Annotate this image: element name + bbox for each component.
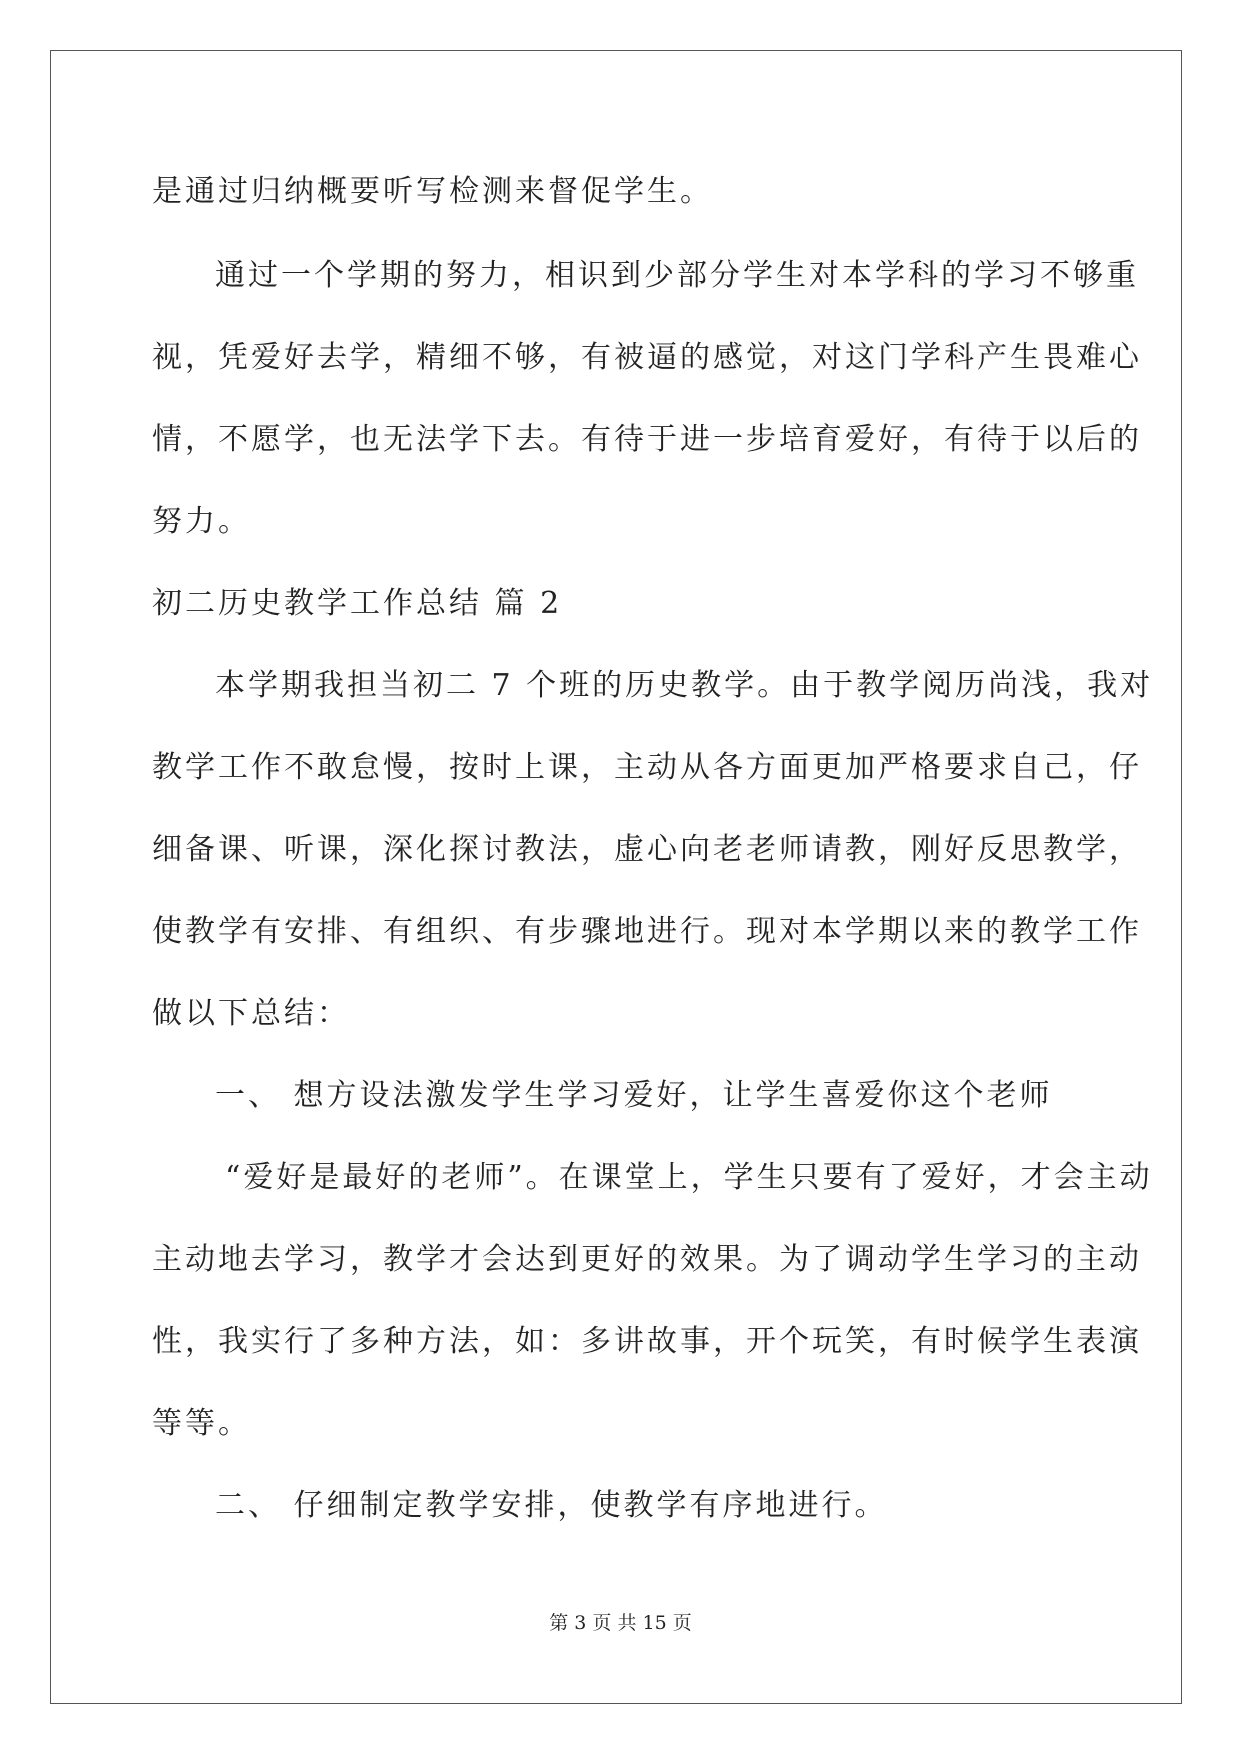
page-number-footer: 第 3 页 共 15 页 <box>549 1612 692 1634</box>
paragraph-line: 使教学有安排、有组织、有步骤地进行。现对本学期以来的教学工作 <box>152 914 1142 949</box>
paragraph-line: 性，我实行了多种方法，如：多讲故事，开个玩笑，有时候学生表演 <box>152 1324 1142 1359</box>
page-border <box>50 50 1182 1704</box>
section-heading: 初二历史教学工作总结 篇 2 <box>152 586 563 621</box>
paragraph-line: 教学工作不敢怠慢，按时上课，主动从各方面更加严格要求自己，仔 <box>152 750 1142 785</box>
paragraph-line: 努力。 <box>152 504 251 539</box>
paragraph-line: 等等。 <box>152 1406 251 1441</box>
paragraph-line: 通过一个学期的努力，相识到少部分学生对本学科的学习不够重 <box>215 258 1139 293</box>
list-heading: 一、 想方设法激发学生学习爱好，让学生喜爱你这个老师 <box>215 1078 1053 1113</box>
paragraph-line: 做以下总结： <box>152 996 350 1031</box>
paragraph-line: 主动地去学习，教学才会达到更好的效果。为了调动学生学习的主动 <box>152 1242 1142 1277</box>
paragraph-line: 是通过归纳概要听写检测来督促学生。 <box>152 174 713 209</box>
paragraph-line: 情，不愿学，也无法学下去。有待于进一步培育爱好，有待于以后的 <box>152 422 1142 457</box>
paragraph-line: “爱好是最好的老师”。在课堂上，学生只要有了爱好，才会主动 <box>225 1160 1153 1195</box>
paragraph-line: 细备课、听课，深化探讨教法，虚心向老老师请教，刚好反思教学， <box>152 832 1142 867</box>
paragraph-line: 视，凭爱好去学，精细不够，有被逼的感觉，对这门学科产生畏难心 <box>152 340 1142 375</box>
list-heading: 二、 仔细制定教学安排，使教学有序地进行。 <box>215 1488 888 1523</box>
paragraph-line: 本学期我担当初二 7 个班的历史教学。由于教学阅历尚浅，我对 <box>215 668 1154 703</box>
